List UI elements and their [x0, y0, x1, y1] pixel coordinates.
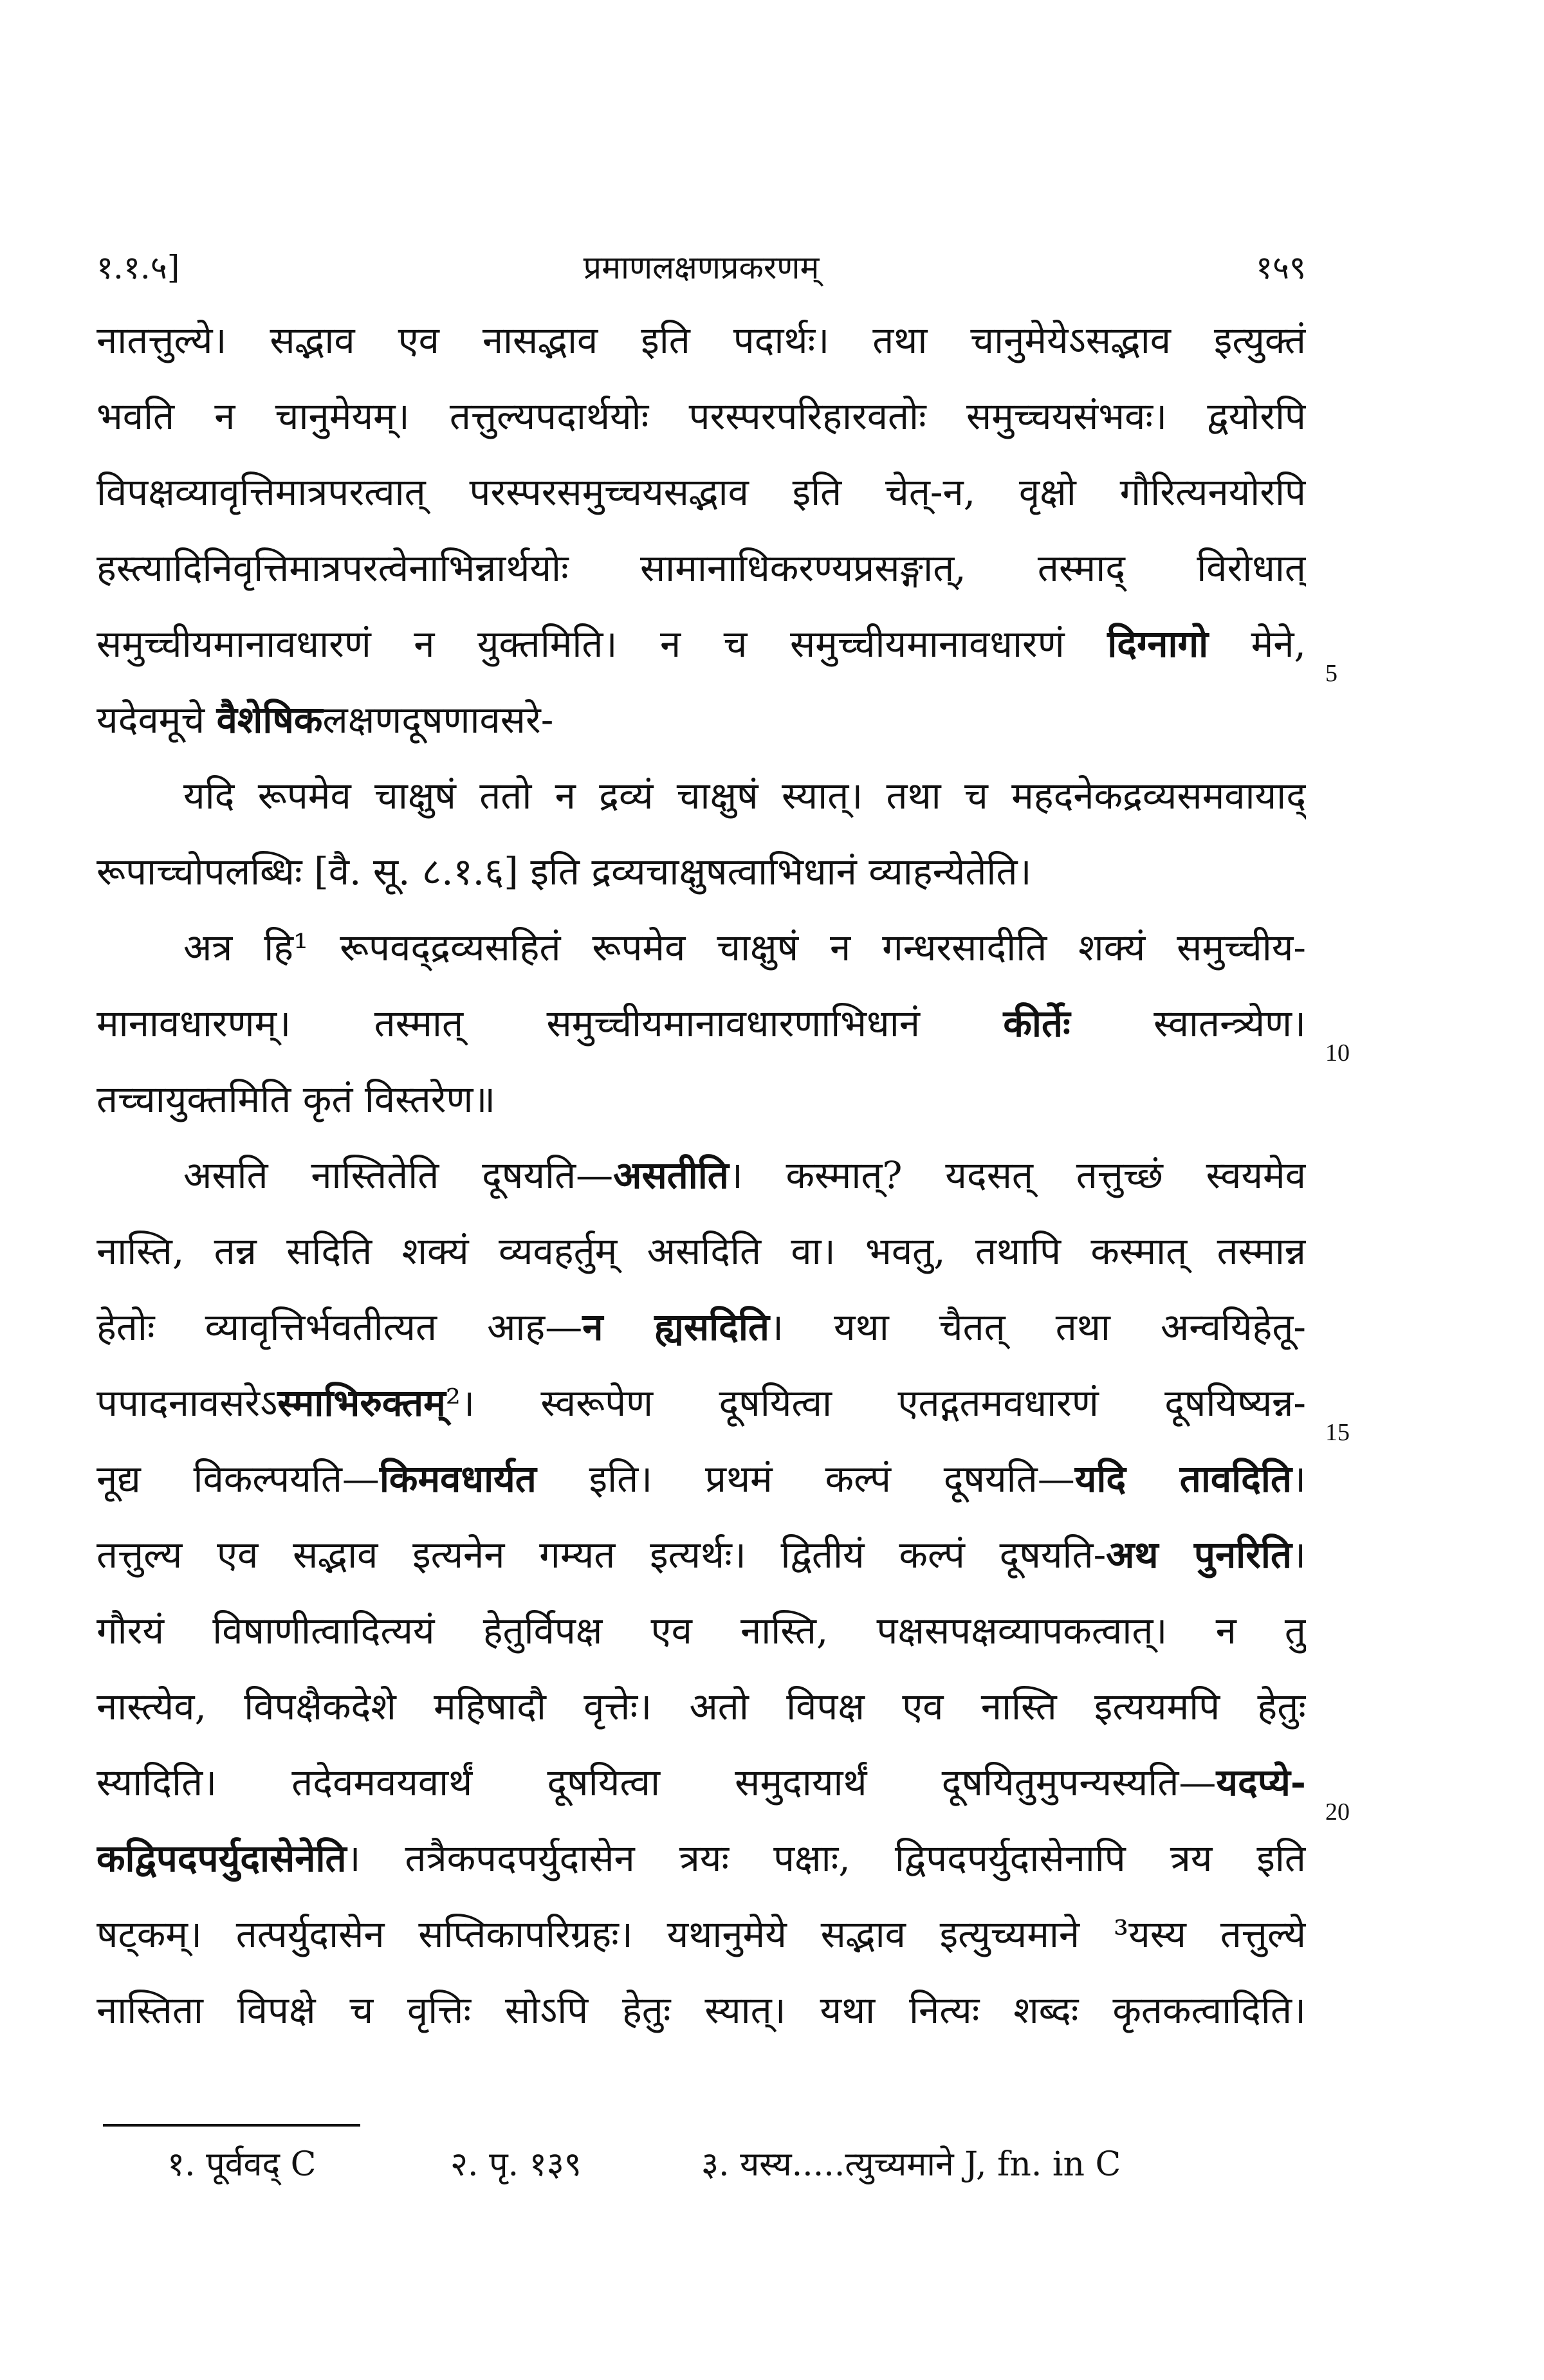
bold-term: न ह्यसदिति — [582, 1305, 769, 1349]
text-line: षट्कम्। तत्पर्युदासेन सप्तिकापरिग्रहः। यथानुमेये सद्भाव इत्युच्यमाने ³यस्य तत्तुल्ये — [96, 1912, 1306, 1956]
text-line — [96, 985, 1306, 1061]
text-segment: स्यादिति। तदेवमवयवार्थं दूषयित्वा समुदायार्थं दूषयितुमुपन्यस्यति— — [96, 1761, 1217, 1804]
text-segment: । यथा चैतत् तथा अन्वयिहेतू- — [769, 1305, 1306, 1349]
text-line: तच्चायुक्तमिति कृतं विस्तरेण॥ — [96, 1077, 496, 1121]
bold-term: असतीति — [613, 1153, 729, 1197]
text-segment: स्वातन्त्र्येण। — [1070, 1002, 1306, 1045]
text-segment: । — [1292, 1533, 1306, 1577]
text-line: नास्तिता विपक्षे च वृत्तिः सोऽपि हेतुः स्यात्। यथा नित्यः शब्दः कृतकत्वादिति। — [96, 1988, 1306, 2032]
text-segment: । तत्रैकपदपर्युदासेन त्रयः पक्षाः, द्विपदपर्युदासेनापि त्रय इति — [346, 1836, 1306, 1880]
footnote-1: १. पूर्ववद् C — [167, 2145, 317, 2184]
body-text — [96, 302, 1306, 2048]
line-number: 15 — [1325, 1419, 1350, 1446]
text-line: गौरयं विषाणीत्वादित्ययं हेतुर्विपक्ष एव नास्ति, पक्षसपक्षव्यापकत्वात्। न तु — [96, 1609, 1306, 1652]
bold-term: कद्विपदपर्युदासेनेति — [96, 1836, 347, 1880]
text-segment: मानावधारणम्। तस्मात् समुच्चीयमानावधारणाभिधानं — [96, 1002, 1004, 1045]
footnote-divider — [103, 2124, 360, 2127]
bold-term: वैशेषिक — [216, 698, 323, 742]
text-line: नास्ति, तन्न सदिति शक्यं व्यवहर्तुम् असदिति वा। भवतु, तथापि कस्मात् तस्मान्न — [96, 1229, 1306, 1273]
text-line — [96, 606, 1306, 682]
text-segment: ²। स्वरूपेण दूषयित्वा एतद्गतमवधारणं दूषयिष्यन्न- — [445, 1381, 1306, 1425]
text-line — [96, 1517, 1306, 1593]
text-segment: हेतोः व्यावृत्तिर्भवतीत्यत आह— — [96, 1305, 583, 1349]
text-segment: । — [1292, 1457, 1306, 1501]
quoted-line: रूपाच्चोपलब्धिः [वै. सू. ८.१.६] इति द्रव्यचाक्षुषत्वाभिधानं व्याहन्येतेति। — [96, 850, 1032, 893]
text-segment: मेने, — [1208, 622, 1306, 666]
text-line: हस्त्यादिनिवृत्तिमात्रपरत्वेनाभिन्नार्थयोः सामानाधिकरण्यप्रसङ्गात्, तस्माद् विरोधात् — [96, 546, 1306, 590]
footnote-2: २. पृ. १३९ — [450, 2145, 582, 2184]
quoted-line: यदि रूपमेव चाक्षुषं ततो न द्रव्यं चाक्षुषं स्यात्। तथा च महदनेकद्रव्यसमवायाद् — [183, 774, 1306, 818]
text-segment: इति। प्रथमं कल्पं दूषयति— — [536, 1457, 1075, 1501]
text-line: नातत्तुल्ये। सद्भाव एव नासद्भाव इति पदार्थः। तथा चानुमेयेऽसद्भाव इत्युक्तं — [96, 318, 1306, 362]
header-chapter-title: प्रमाणलक्षणप्रकरणम् — [583, 249, 820, 286]
footnotes — [167, 2136, 1261, 2193]
bold-term: अथ पुनरिति — [1106, 1533, 1292, 1577]
text-line: नास्त्येव, विपक्षैकदेशे महिषादौ वृत्तेः। अतो विपक्ष एव नास्ति इत्ययमपि हेतुः — [96, 1685, 1306, 1728]
text-line — [96, 1441, 1306, 1517]
text-line: अत्र हि¹ रूपवद्द्रव्यसहितं रूपमेव चाक्षुषं न गन्धरसादीति शक्यं समुच्चीय- — [183, 926, 1306, 969]
text-segment: । कस्मात्? यदसत् तत्तुच्छं स्वयमेव — [728, 1153, 1306, 1197]
text-segment: यदेवमूचे — [96, 698, 217, 742]
text-line — [96, 682, 1306, 758]
text-segment: समुच्चीयमानावधारणं न युक्तमिति। न च समुच्चीयमानावधारणं — [96, 622, 1108, 666]
text-line — [96, 1289, 1306, 1365]
text-segment: लक्षणदूषणावसरे- — [322, 698, 554, 742]
header-page-number: १५९ — [1256, 249, 1306, 286]
bold-term: स्माभिरुक्तम् — [277, 1381, 446, 1425]
text-line — [96, 1137, 1306, 1213]
header-section-number: १.१.५] — [96, 249, 180, 286]
running-header — [96, 244, 1306, 296]
text-segment: पपादनावसरेऽ — [96, 1381, 278, 1425]
text-line — [96, 1820, 1306, 1896]
text-segment: तत्तुल्य एव सद्भाव इत्यनेन गम्यत इत्यर्थः। द्वितीयं कल्पं दूषयति- — [96, 1533, 1107, 1577]
bold-term: यदप्ये- — [1216, 1761, 1306, 1804]
text-segment: नूद्य विकल्पयति— — [96, 1457, 380, 1501]
text-line — [96, 1365, 1306, 1441]
text-segment: असति नास्तितेति दूषयति— — [183, 1153, 614, 1197]
bold-term: दिग्नागो — [1107, 622, 1209, 666]
footnote-3: ३. यस्य.....त्युच्यमाने J, fn. in C — [701, 2145, 1121, 2184]
bold-term: कीर्तेः — [1003, 1002, 1071, 1045]
text-line: विपक्षव्यावृत्तिमात्रपरत्वात् परस्परसमुच्चयसद्भाव इति चेत्-न, वृक्षो गौरित्यनयोरपि — [96, 470, 1306, 514]
text-line — [96, 1744, 1306, 1820]
text-line: भवति न चानुमेयम्। तत्तुल्यपदार्थयोः परस्परपरिहारवतोः समुच्चयसंभवः। द्वयोरपि — [96, 394, 1306, 438]
line-number: 5 — [1325, 660, 1337, 687]
bold-term: यदि तावदिति — [1074, 1457, 1292, 1501]
line-number: 20 — [1325, 1799, 1350, 1826]
line-number: 10 — [1325, 1039, 1350, 1066]
bold-term: किमवधार्यत — [379, 1457, 537, 1501]
